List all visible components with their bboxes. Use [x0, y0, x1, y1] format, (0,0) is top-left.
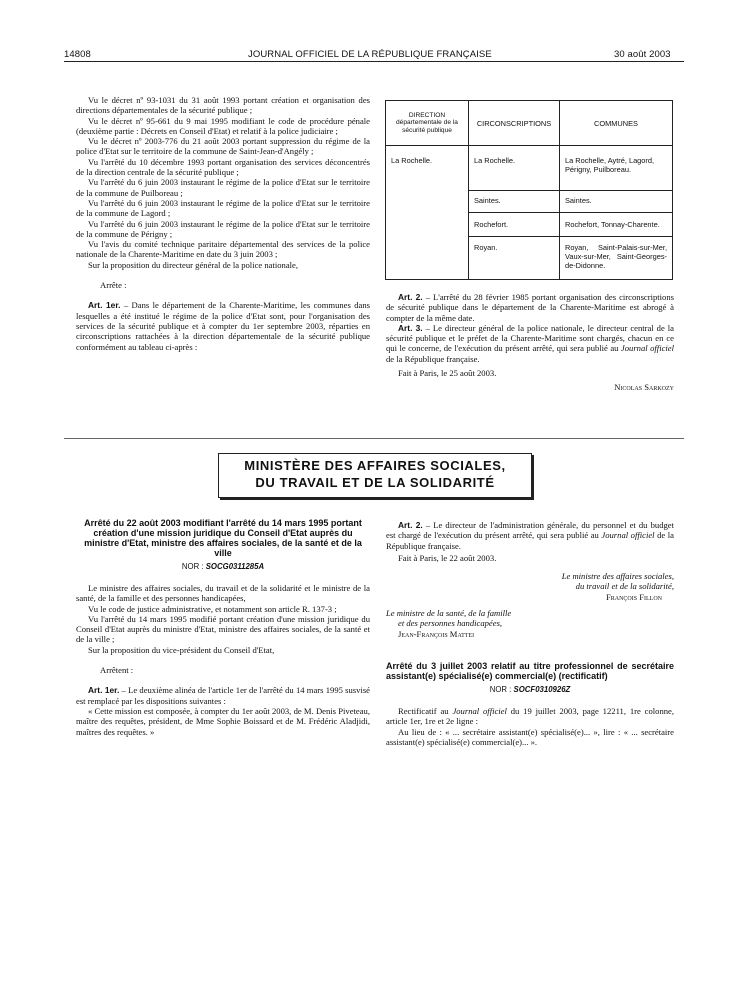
table-row — [386, 146, 673, 191]
table-cell-communes: Saintes. — [560, 191, 673, 213]
table-header-communes: COMMUNES — [560, 101, 673, 146]
table-cell-communes: Rochefort, Tonnay-Charente. — [560, 213, 673, 237]
article-text: de la République française. — [386, 530, 674, 551]
journal-title: JOURNAL OFFICIEL DE LA RÉPUBLIQUE FRANÇAISE — [248, 49, 492, 60]
arrete2-body — [76, 583, 370, 737]
visa: Vu l'arrêté du 6 juin 2003 instaurant le régime de la police d'Etat sur le territoire de la commune de Périgny ; — [76, 218, 370, 239]
table-cell-circonscription: Saintes. — [469, 191, 560, 213]
table-cell-circonscription: Rochefort. — [469, 213, 560, 237]
article-2 — [386, 292, 674, 323]
visa: Sur la proposition du vice-président du Conseil d'Etat, — [88, 644, 275, 655]
article-1-quote: « Cette mission est composée, à compter du 1er août 2003, de M. Denis Piveteau, maître des requêtes, président, de Mme Sophie Boissard et de M. Frédéric Aladjidi, maîtres des requêtes. » — [76, 705, 370, 737]
issue-date: 30 août 2003 — [614, 49, 671, 60]
table-header-circonscriptions: CIRCONSCRIPTIONS — [469, 101, 560, 146]
article-label: Art. 1er. — [88, 685, 120, 696]
article-3 — [386, 323, 674, 364]
fait-a-paris: Fait à Paris, le 25 août 2003. — [398, 368, 497, 379]
table-cell-circonscription: Royan. — [469, 237, 560, 280]
arrete3-nor — [386, 685, 674, 694]
article-1 — [76, 300, 370, 351]
visa: Vu le décret nº 95-661 du 9 mai 1995 modifiant le code de procédure pénale (deuxième partie : Décrets en Conseil d'Etat) et relatif à la police judiciaire ; — [76, 115, 370, 136]
correction: Au lieu de : « ... secrétaire assistant(e) spécialisé(e)... », lire : « ... secrétaire assistant(e) spécialisé(e) commercial(e)... ». — [386, 726, 674, 747]
rectificatif — [386, 706, 674, 727]
rect-text: Rectificatif au — [398, 706, 453, 716]
arretent-word: Arrêtent : — [100, 665, 134, 676]
ministry-line-2: DU TRAVAIL ET DE LA SOLIDARITÉ — [255, 475, 495, 490]
rect-text: du 19 juillet 2003, page 12211, 1re colonne, article 1er, 1re et 2e ligne : — [386, 706, 674, 727]
table-header-direction: DIRECTION départementale de la sécurité publique — [386, 101, 469, 146]
article-1 — [76, 685, 370, 706]
minister1-title-a: Le ministre des affaires sociales, — [561, 571, 674, 582]
header-rule — [64, 61, 684, 62]
intro: Le ministre des affaires sociales, du travail et de la solidarité et le ministre de la santé, de la famille et des personnes handicapées, — [76, 583, 370, 604]
minister1-name: François Fillon — [605, 591, 662, 602]
visa: Vu l'arrêté du 6 juin 2003 instaurant le régime de la police d'Etat sur le territoire de la commune de Lagord ; — [76, 197, 370, 219]
visa: Vu l'arrêté du 10 décembre 1993 portant organisation des services déconcentrés de la direction centrale de la sécurité publique ; — [76, 156, 370, 178]
arrete2-nor — [76, 562, 370, 571]
fait-a-paris: Fait à Paris, le 22 août 2003. — [398, 552, 497, 563]
journal-name: Journal officiel — [601, 530, 655, 541]
table-cell-communes: La Rochelle, Aytré, Lagord, Périgny, Puilboreau. — [560, 146, 673, 191]
minister2-title-a: Le ministre de la santé, de la famille — [386, 608, 512, 619]
article-label: Art. 3. — [398, 322, 423, 333]
article-text: – Le deuxième alinéa de l'article 1er de l'arrêté du 14 mars 1995 susvisé est remplacé par les dispositions suivantes : — [76, 685, 370, 706]
nor-code: SOCF0310926Z — [513, 685, 571, 694]
section-rule — [64, 438, 684, 439]
table-cell-communes: Royan, Saint-Palais-sur-Mer, Vaux-sur-Mer, Saint-Georges-de-Didonne. — [560, 237, 673, 280]
ministry-header — [218, 453, 532, 498]
ministry-line-1: MINISTÈRE DES AFFAIRES SOCIALES, — [244, 458, 506, 473]
article-text: – Le directeur général de la police nationale, le directeur central de la sécurité publique et le préfet de la Charente-Maritime sont chargés, chacun en ce qui le concerne, de l'exécution du présent arrêté, qui sera publié au — [386, 322, 674, 354]
arrete2 — [76, 518, 370, 737]
arrete3-title: Arrêté du 3 juillet 2003 relatif au titre professionnel de secrétaire assistant(e) spécialisé(e) commercial(e) (rectificatif) — [386, 661, 674, 681]
arrete3-body — [386, 706, 674, 747]
visa: Vu l'avis du comité technique paritaire départemental des services de la police nationale de la Charente-Maritime en date du 3 juin 2003 ; — [76, 239, 370, 260]
table-cell-circonscription: La Rochelle. — [469, 146, 560, 191]
visa: Sur la proposition du directeur général de la police nationale, — [88, 259, 298, 270]
visa: Vu le décret nº 2003-776 du 21 août 2003 portant suppression du régime de la police d'Etat sur le territoire de la commune de Saint-Jean-d'Angély ; — [76, 136, 370, 157]
article-text: – Dans le département de la Charente-Maritime, les communes dans lesquelles a été institué le régime de la police d'Etat sont, pour l'organisation des services de la sécurité publique et à compter du 1er septembre 2003, réparties en circonscriptions rattachées à la direction départementale de la sécurité publique conformément au tableau ci-après : — [76, 300, 370, 352]
table-cell-direction: La Rochelle. — [386, 146, 469, 280]
arrete1-visas — [76, 95, 370, 352]
visa: Vu le code de justice administrative, et notamment son article R. 137-3 ; — [88, 603, 337, 614]
circonscriptions-table — [385, 100, 673, 280]
nor-label: NOR : — [489, 685, 512, 694]
minister1-title-b: du travail et de la solidarité, — [575, 581, 674, 592]
article-text: – Le directeur de l'administration générale, du personnel et du budget est chargé de l'exécution du présent arrêté, qui sera publié au — [386, 520, 674, 541]
article-label: Art. 2. — [398, 520, 423, 530]
minister2-name: Jean-François Mattei — [398, 628, 475, 639]
page-number: 14808 — [64, 49, 91, 60]
circonscriptions-table-wrap — [385, 100, 673, 280]
journal-name: Journal officiel — [620, 343, 674, 354]
arrete1-closing — [386, 292, 674, 393]
article-text: de la République française. — [386, 353, 480, 364]
visa: Vu l'arrêté du 14 mars 1995 modifié portant création d'une mission juridique du Conseil d'Etat auprès du ministre d'Etat, ministre des affaires sociales, de la santé et de la ville ; — [76, 613, 370, 645]
arrete2-title: Arrêté du 22 août 2003 modifiant l'arrêté du 14 mars 1995 portant création d'une mission juridique du Conseil d'Etat auprès du ministre d'Etat, ministre des affaires sociales, de la santé et de la ville — [84, 518, 362, 558]
article-label: Art. 2. — [398, 292, 423, 302]
arrete3 — [386, 661, 674, 747]
article-label: Art. 1er. — [88, 300, 121, 311]
visa: Vu l'arrêté du 6 juin 2003 instaurant le régime de la police d'Etat sur le territoire de la commune de Puilboreau ; — [76, 177, 370, 198]
minister2-title-b: et des personnes handicapées, — [398, 618, 503, 629]
table-header-row — [386, 101, 673, 146]
journal-name: Journal officiel — [452, 706, 507, 716]
arrete2-closing — [386, 520, 674, 639]
arrete-word: Arrête : — [100, 280, 127, 291]
nor-code: SOCG0311285A — [205, 562, 265, 571]
visa: Vu le décret nº 93-1031 du 31 août 1993 portant création et organisation des directions départementales de la sécurité publique ; — [76, 95, 370, 116]
nor-label: NOR : — [181, 562, 204, 571]
article-text: – L'arrêté du 28 février 1985 portant organisation des circonscriptions de sécurité publique dans le département de la Charente-Maritime est abrogé à compter de la même date. — [386, 292, 674, 323]
signature: Nicolas Sarkozy — [614, 382, 674, 393]
article-2 — [386, 520, 674, 551]
